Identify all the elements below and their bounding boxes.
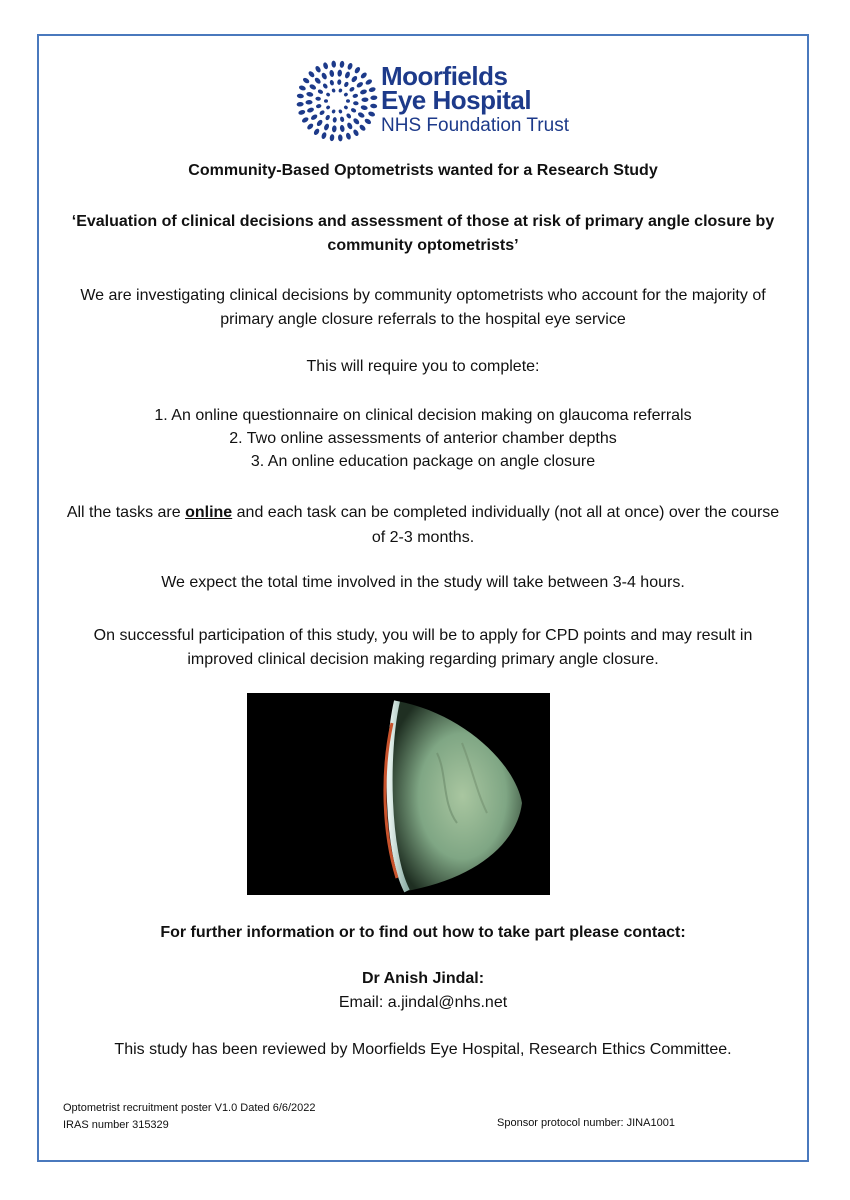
poster-frame (37, 34, 809, 1162)
online-text-before: All the tasks are (66, 504, 186, 521)
logo-petal (314, 77, 322, 85)
logo-petal (323, 123, 330, 131)
logo-petal (322, 83, 329, 90)
logo-petal (322, 62, 328, 70)
task-item: 3. An online education package on angle closure (250, 453, 596, 470)
logo-petal (331, 109, 336, 114)
logo-petal (319, 109, 326, 116)
logo-line-3: NHS Foundation Trust (381, 115, 569, 136)
logo-petal (338, 109, 343, 114)
logo-petal (307, 70, 315, 78)
logo-petal (313, 128, 321, 136)
logo-petal (343, 105, 348, 110)
logo-petal (364, 118, 372, 126)
logo-petal (352, 129, 359, 137)
logo-petal (339, 116, 344, 122)
logo-petal (359, 89, 367, 96)
logo-petal (338, 88, 343, 93)
logo-petal (365, 78, 373, 85)
contact-email: Email: a.jindal@nhs.net (338, 994, 508, 1011)
logo-petal (343, 81, 349, 88)
online-text-after: and each task can be completed individually (not all at once) over the course of 2-3 months. (232, 504, 780, 546)
logo-line-1: Moorfields (381, 61, 508, 91)
sunburst-logo-icon (294, 58, 384, 144)
logo-petal (329, 134, 334, 142)
cpd-paragraph: On successful participation of this study, you will be to apply for CPD points and may result in improved clinical decision making regarding primary angle closure. (93, 627, 753, 668)
sponsor-protocol: Sponsor protocol number: JINA1001 (497, 1117, 675, 1129)
logo-petal (297, 93, 305, 98)
logo-petal (346, 99, 350, 103)
logo-petal (306, 122, 314, 130)
logo-petal (338, 134, 343, 141)
logo-petal (339, 125, 345, 133)
logo-petal (360, 71, 368, 79)
logo-petal (368, 111, 376, 118)
contact-name: Dr Anish Jindal: (361, 970, 485, 987)
logo-petal (345, 132, 351, 140)
logo-petal (332, 125, 337, 132)
logo-petal (316, 119, 324, 127)
task-list (39, 404, 807, 473)
anterior-chamber-photo (247, 693, 550, 895)
logo-petal (301, 116, 309, 123)
logo-petal (329, 80, 334, 86)
ethics-statement: This study has been reviewed by Moorfields Eye Hospital, Research Ethics Committee. (114, 1041, 732, 1058)
logo-petal (317, 89, 324, 95)
logo-petal (368, 86, 376, 92)
logo-petal (346, 122, 353, 130)
logo-petal (358, 124, 366, 132)
footer-left (63, 1100, 316, 1134)
logo-petal (316, 103, 322, 108)
logo-petal (305, 100, 312, 105)
online-paragraph (39, 500, 807, 550)
moorfields-logo (294, 58, 604, 144)
iras-number: IRAS number 315329 (63, 1119, 169, 1131)
logo-petal (352, 117, 360, 125)
logo-petal (332, 117, 337, 123)
logo-petal (352, 93, 358, 98)
further-info-heading: For further information or to find out how to take part please contact: (160, 924, 686, 941)
logo-petal (343, 92, 348, 97)
online-emphasis: online (185, 504, 233, 521)
logo-petal (296, 102, 303, 107)
logo-petal (353, 101, 359, 106)
poster-version: Optometrist recruitment poster V1.0 Dated 6/6/2022 (63, 1102, 316, 1114)
task-item: 2. Two online assessments of anterior chamber depths (229, 430, 617, 447)
logo-petal (321, 72, 328, 80)
logo-petal (337, 69, 342, 76)
logo-petal (331, 88, 336, 93)
logo-petal (344, 71, 351, 79)
logo-petal (325, 105, 330, 110)
intro-paragraph: We are investigating clinical decisions by community optometrists who account for the majority of primary angle closure referrals to the hospital eye service (80, 287, 766, 328)
logo-petal (349, 86, 356, 93)
logo-petal (370, 103, 378, 108)
logo-petal (324, 99, 328, 103)
logo-petal (350, 107, 357, 113)
logo-petal (370, 95, 377, 100)
logo-petal (354, 66, 362, 74)
logo-petal (325, 92, 330, 97)
logo-petal (314, 65, 321, 73)
logo-petal (356, 81, 364, 89)
logo-petal (310, 113, 318, 121)
logo-line-2: Eye Hospital (381, 85, 532, 115)
require-heading: This will require you to complete: (306, 358, 540, 375)
study-title: ‘Evaluation of clinical decisions and assessment of those at risk of primary angle closure by community optometrists’ (71, 213, 775, 254)
logo-petal (347, 62, 354, 70)
logo-petal (329, 70, 335, 78)
poster-title: Community-Based Optometrists wanted for a Research Study (188, 162, 658, 179)
logo-petal (309, 83, 317, 90)
logo-petal (361, 97, 368, 102)
logo-petal (331, 60, 336, 67)
eye-slit-lamp-image (247, 693, 550, 895)
logo-petal (350, 75, 358, 83)
logo-petal (306, 107, 314, 114)
logo-petal (298, 85, 306, 92)
logo-petal (315, 96, 321, 101)
task-item: 1. An online questionnaire on clinical decision making on glaucoma referrals (154, 407, 692, 424)
logo-petal (306, 91, 314, 97)
logo-petal (302, 77, 310, 85)
logo-petal (357, 111, 365, 118)
logo-petal (345, 113, 352, 120)
logo-petal (339, 61, 344, 69)
time-expectation: We expect the total time involved in the study will take between 3-4 hours. (161, 574, 685, 591)
logo-petal (360, 105, 368, 111)
logo-wordmark (381, 61, 569, 138)
logo-petal (337, 79, 342, 85)
logo-petal (321, 132, 328, 140)
logo-petal (298, 109, 306, 115)
logo-petal (325, 114, 331, 121)
